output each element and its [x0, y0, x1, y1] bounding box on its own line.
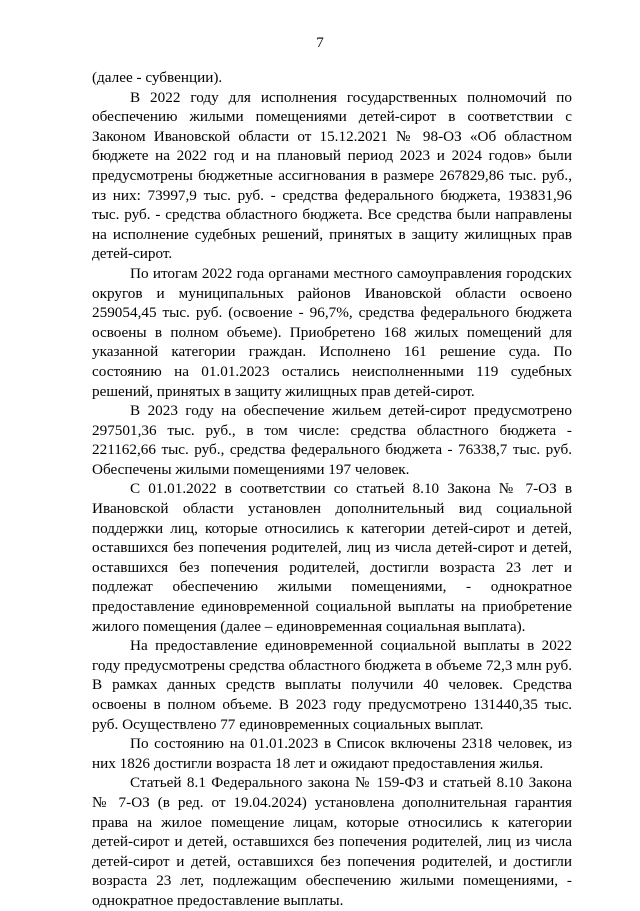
document-body: [92, 68, 572, 911]
paragraph-4: В 2023 году на обеспечение жильем детей-сирот предусмотрено 297501,36 тыс. руб., в том числе: средства областного бюджета - 221162,66 тыс. руб., средства федерального бюджета - 76338,7 тыс. руб. Обеспечены жилыми помещениями 197 человек.: [92, 402, 572, 478]
paragraph-2: В 2022 году для исполнения государственных полномочий по обеспечению жилыми помещениями детей-сирот в соответствии с Законом Ивановской области от 15.12.2021 № 98-ОЗ «Об областном бюджете на 2022 год и на плановый период 2023 и 2024 годов» были предусмотрены бюджетные ассигнования в размере 267829,86 тыс. руб., из них: 73997,9 тыс. руб. - средства федерального бюджета, 193831,96 тыс. руб. - средства областного бюджета. Все средства были направлены на исполнение судебных решений, принятых в защиту жилищных прав детей-сирот.: [92, 88, 572, 263]
paragraph-7: По состоянию на 01.01.2023 в Список включены 2318 человек, из них 1826 достигли возраста 18 лет и ожидают предоставления жилья.: [92, 735, 572, 772]
paragraph-5: С 01.01.2022 в соответствии со статьей 8.10 Закона № 7-ОЗ в Ивановской области установлен дополнительный вид социальной поддержки лиц, которые относились к категории детей-сирот и детей, оставшихся без попечения родителей, лиц из числа детей-сирот и детей, оставшихся без попечения родителей, достигли возраста 23 лет и подлежат обеспечению жилыми помещениями, - однократное предоставление единовременной социальной выплаты на приобретение жилого помещения (далее – единовременная социальная выплата).: [92, 480, 572, 635]
paragraph-1: (далее - субвенции).: [92, 69, 223, 86]
paragraph-8: Статьей 8.1 Федерального закона № 159-ФЗ и статьей 8.10 Закона № 7-ОЗ (в ред. от 19.04.2024) установлена дополнительная гарантия права на жилое помещение лицам, которые относились к категории детей-сирот и детей, оставшихся без попечения родителей, лиц из числа детей-сирот и детей, оставшихся без попечения родителей, и достигли возраста 23 лет, подлежащим обеспечению жилыми помещениями, - однократное предоставление выплаты.: [92, 774, 572, 909]
paragraph-6: На предоставление единовременной социальной выплаты в 2022 году предусмотрены средства областного бюджета в объеме 72,3 млн руб. В рамках данных средств выплаты получили 40 человек. Средства освоены в полном объеме. В 2023 году предусмотрено 131440,35 тыс. руб. Осуществлено 77 единовременных социальных выплат.: [92, 637, 572, 733]
paragraph-3: По итогам 2022 года органами местного самоуправления городских округов и муниципальных районов Ивановской области освоено 259054,45 тыс. руб. (освоение - 96,7%, средства федерального бюджета освоены в полном объеме). Приобретено 168 жилых помещений для указанной категории граждан. Исполнено 161 решение суда. По состоянию на 01.01.2023 остались неисполненными 119 судебных решений, принятых в защиту жилищных прав детей-сирот.: [92, 264, 572, 400]
page-number: 7: [316, 35, 324, 51]
